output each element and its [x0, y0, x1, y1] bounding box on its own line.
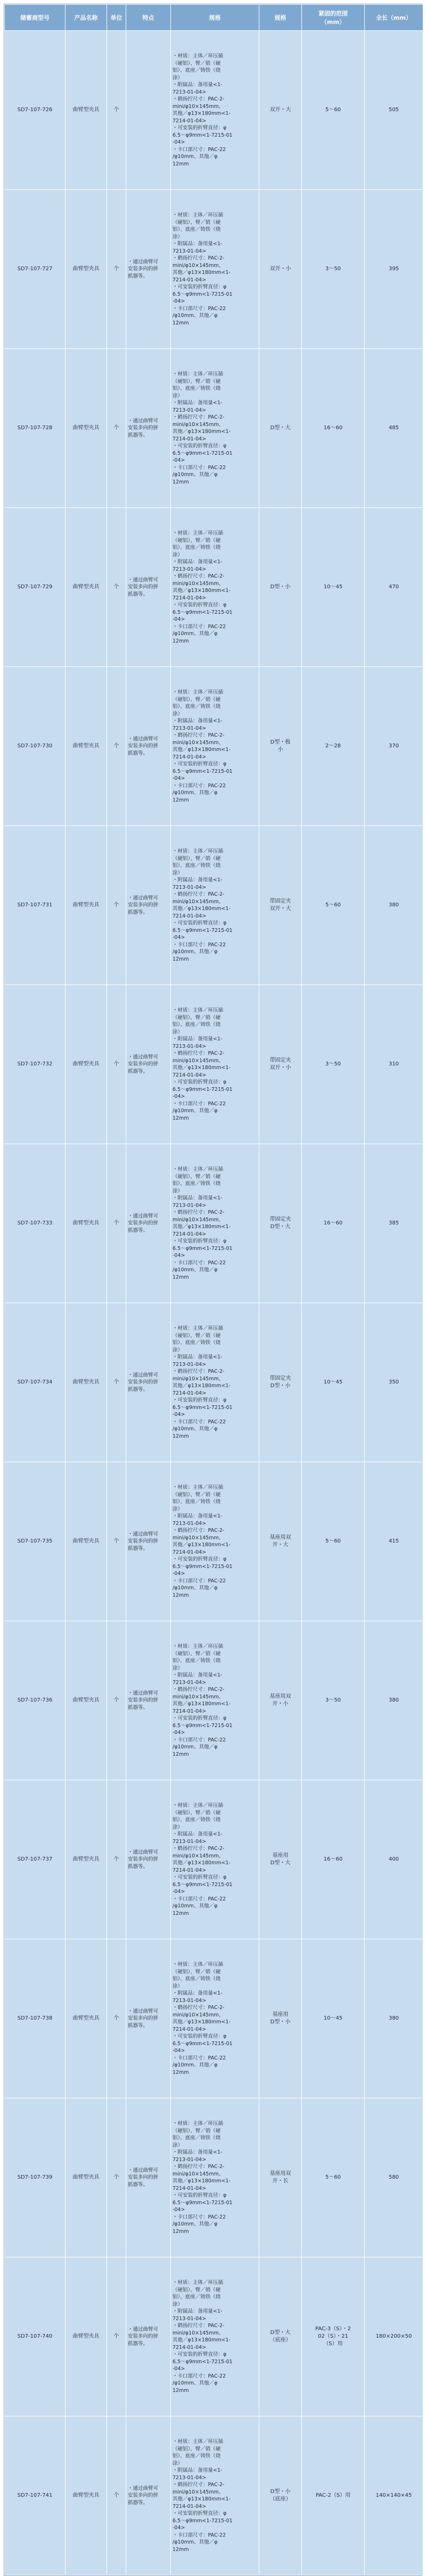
- cell-size: D型・小 （底座）: [259, 2416, 302, 2575]
- cell-size: 带固定夹 双开・大: [259, 826, 302, 985]
- cell-feature-text: ・通过曲臂可 安装多向的拼 抓器等。: [128, 1690, 159, 1711]
- cell-spec: [171, 826, 259, 985]
- cell-length: 180×200×50: [365, 2257, 423, 2416]
- cell-feature-text: ・通过曲臂可 安装多向的拼 抓器等。: [128, 2167, 159, 2188]
- cell-spec: [171, 190, 259, 349]
- cell-model: SD7-107-738: [5, 1939, 65, 2098]
- cell-feature: [126, 826, 171, 985]
- cell-feature: [126, 2416, 171, 2575]
- cell-range: 5～60: [302, 1462, 365, 1621]
- cell-feature-text: ・通过曲臂可 安装多向的拼 抓器等。: [128, 259, 159, 279]
- table-row: [5, 1780, 423, 1939]
- table-row: [5, 2257, 423, 2416]
- cell-name: 曲臂型夹具: [65, 2098, 107, 2257]
- table-row: [5, 31, 423, 190]
- table-header: [5, 5, 423, 31]
- table-row: [5, 190, 423, 349]
- cell-spec: [171, 2098, 259, 2257]
- cell-spec: [171, 667, 259, 826]
- cell-feature: [126, 1939, 171, 2098]
- cell-unit: 个: [107, 667, 126, 826]
- cell-name: 曲臂型夹具: [65, 826, 107, 985]
- cell-name: 曲臂型夹具: [65, 1144, 107, 1303]
- cell-unit: 个: [107, 2257, 126, 2416]
- cell-spec: [171, 1462, 259, 1621]
- cell-feature-text: ・通过曲臂可 安装多向的拼 抓器等。: [128, 2326, 159, 2347]
- cell-feature-text: ・通过曲臂可 安装多向的拼 抓器等。: [128, 1054, 159, 1074]
- header-range: 紧固的范围 （mm）: [302, 5, 365, 31]
- cell-spec-text: ・材质：主体／环压插 （硬铝）、臂／销（硬 铝）、底座／铸铁（烧 涂） ・附属品：备用量<1- 7213-01-04> ・鹤扬拧尺寸：PAC-2- mini/φ10×145mm、 其他／φ13×180mm<1- 7214-01-04> ・可安装的折臂直径：φ 6.5～φ9mm<1-7215-01 -04> ・卡口部尺寸：PAC-22 /φ10mm、其他／φ 12mm: [173, 2280, 233, 2394]
- cell-model: SD7-107-734: [5, 1303, 65, 1462]
- cell-feature: [126, 190, 171, 349]
- cell-size: 双开・小: [259, 190, 302, 349]
- table-row: [5, 1144, 423, 1303]
- table-row: [5, 349, 423, 508]
- cell-length: 395: [365, 190, 423, 349]
- header-row: [5, 5, 423, 31]
- cell-range: PAC-2（S）用: [302, 2416, 365, 2575]
- cell-name: 曲臂型夹具: [65, 985, 107, 1144]
- cell-name: 曲臂型夹具: [65, 349, 107, 508]
- cell-spec: [171, 1144, 259, 1303]
- cell-spec-text: ・材质：主体／环压插 （硬铝）、臂／销（硬 铝）、底座／铸铁（烧 涂） ・附属品：备用量<1- 7213-01-04> ・鹤扬拧尺寸：PAC-2- mini/φ10×145mm、 其他／φ13×180mm<1- 7214-01-04> ・可安装的折臂直径：φ 6.5～φ9mm<1-7215-01 -04> ・卡口部尺寸：PAC-22 /φ10mm、其他／φ 12mm: [173, 53, 233, 167]
- cell-feature-text: ・通过曲臂可 安装多向的拼 抓器等。: [128, 2008, 159, 2029]
- cell-size: 基座用 D型・小: [259, 1939, 302, 2098]
- cell-unit: 个: [107, 1780, 126, 1939]
- table-row: [5, 667, 423, 826]
- cell-size: 基座用双 开・长: [259, 2098, 302, 2257]
- cell-spec: [171, 1939, 259, 2098]
- cell-feature: [126, 985, 171, 1144]
- cell-size: D型・大: [259, 349, 302, 508]
- cell-size: 双开・大: [259, 31, 302, 190]
- cell-model: SD7-107-739: [5, 2098, 65, 2257]
- cell-feature: [126, 508, 171, 667]
- cell-model: SD7-107-732: [5, 985, 65, 1144]
- cell-unit: 个: [107, 1303, 126, 1462]
- cell-range: 10～45: [302, 1939, 365, 2098]
- cell-range: 2～28: [302, 667, 365, 826]
- cell-size: 基座用 D型・大: [259, 1780, 302, 1939]
- cell-feature: [126, 2098, 171, 2257]
- product-table-container: [4, 4, 422, 2576]
- cell-feature-text: ・通过曲臂可 安装多向的拼 抓器等。: [128, 1372, 159, 1393]
- cell-range: 3～50: [302, 190, 365, 349]
- cell-feature-text: ・通过曲臂可 安装多向的拼 抓器等。: [128, 1531, 159, 1552]
- header-unit: 单位: [107, 5, 126, 31]
- cell-unit: 个: [107, 826, 126, 985]
- cell-length: 350: [365, 1303, 423, 1462]
- cell-feature-text: ・通过曲臂可 安装多向的拼 抓器等。: [128, 2485, 159, 2506]
- cell-range: 3～50: [302, 1621, 365, 1780]
- cell-name: 曲臂型夹具: [65, 1780, 107, 1939]
- cell-name: 曲臂型夹具: [65, 1939, 107, 2098]
- cell-length: 470: [365, 508, 423, 667]
- cell-feature: [126, 1621, 171, 1780]
- cell-feature: [126, 1144, 171, 1303]
- cell-unit: 个: [107, 508, 126, 667]
- cell-unit: 个: [107, 31, 126, 190]
- cell-spec-text: ・材质：主体／环压插 （硬铝）、臂／销（硬 铝）、底座／铸铁（烧 涂） ・附属品：备用量<1- 7213-01-04> ・鹤扬拧尺寸：PAC-2- mini/φ10×145mm、 其他／φ13×180mm<1- 7214-01-04> ・可安装的折臂直径：φ 6.5～φ9mm<1-7215-01 -04> ・卡口部尺寸：PAC-22 /φ10mm、其他／φ 12mm: [173, 2439, 233, 2553]
- cell-feature-text: ・通过曲臂可 安装多向的拼 抓器等。: [128, 577, 159, 597]
- cell-model: SD7-107-740: [5, 2257, 65, 2416]
- cell-model: SD7-107-733: [5, 1144, 65, 1303]
- header-length: 全长（mm）: [365, 5, 423, 31]
- cell-model: SD7-107-729: [5, 508, 65, 667]
- cell-unit: 个: [107, 985, 126, 1144]
- header-feature: 特点: [126, 5, 171, 31]
- cell-spec: [171, 1621, 259, 1780]
- cell-length: 580: [365, 2098, 423, 2257]
- cell-name: 曲臂型夹具: [65, 1621, 107, 1780]
- cell-range: 3～50: [302, 985, 365, 1144]
- cell-feature: [126, 31, 171, 190]
- cell-length: 415: [365, 1462, 423, 1621]
- cell-spec-text: ・材质：主体／环压插 （硬铝）、臂／销（硬 铝）、底座／铸铁（烧 涂） ・附属品：备用量<1- 7213-01-04> ・鹤扬拧尺寸：PAC-2- mini/φ10×145mm、 其他／φ13×180mm<1- 7214-01-04> ・可安装的折臂直径：φ 6.5～φ9mm<1-7215-01 -04> ・卡口部尺寸：PAC-22 /φ10mm、其他／φ 12mm: [173, 1962, 233, 2075]
- cell-spec-text: ・材质：主体／环压插 （硬铝）、臂／销（硬 铝）、底座／铸铁（烧 涂） ・附属品：备用量<1- 7213-01-04> ・鹤扬拧尺寸：PAC-2- mini/φ10×145mm、 其他／φ13×180mm<1- 7214-01-04> ・可安装的折臂直径：φ 6.5～φ9mm<1-7215-01 -04> ・卡口部尺寸：PAC-22 /φ10mm、其他／φ 12mm: [173, 1803, 233, 1916]
- cell-unit: 个: [107, 1621, 126, 1780]
- cell-feature: [126, 1462, 171, 1621]
- cell-feature-text: ・通过曲臂可 安装多向的拼 抓器等。: [128, 418, 159, 438]
- cell-range: 10～45: [302, 1303, 365, 1462]
- cell-range: 16～60: [302, 349, 365, 508]
- cell-length: 385: [365, 1144, 423, 1303]
- cell-spec: [171, 2257, 259, 2416]
- cell-spec-text: ・材质：主体／环压插 （硬铝）、臂／销（硬 铝）、底座／铸铁（烧 涂） ・附属品：备用量<1- 7213-01-04> ・鹤扬拧尺寸：PAC-2- mini/φ10×145mm、 其他／φ13×180mm<1- 7214-01-04> ・可安装的折臂直径：φ 6.5～φ9mm<1-7215-01 -04> ・卡口部尺寸：PAC-22 /φ10mm、其他／φ 12mm: [173, 1007, 233, 1121]
- cell-model: SD7-107-728: [5, 349, 65, 508]
- cell-feature-text: ・通过曲臂可 安装多向的拼 抓器等。: [128, 895, 159, 915]
- cell-spec: [171, 349, 259, 508]
- cell-unit: 个: [107, 190, 126, 349]
- cell-range: 5～60: [302, 826, 365, 985]
- cell-unit: 个: [107, 2416, 126, 2575]
- cell-feature: [126, 1780, 171, 1939]
- cell-length: 370: [365, 667, 423, 826]
- cell-name: 曲臂型夹具: [65, 31, 107, 190]
- cell-length: 310: [365, 985, 423, 1144]
- cell-model: SD7-107-736: [5, 1621, 65, 1780]
- cell-spec: [171, 985, 259, 1144]
- table-body: [5, 31, 423, 2575]
- cell-unit: 个: [107, 2098, 126, 2257]
- table-row: [5, 2098, 423, 2257]
- cell-spec-text: ・材质：主体／环压插 （硬铝）、臂／销（硬 铝）、底座／铸铁（烧 涂） ・附属品：备用量<1- 7213-01-04> ・鹤扬拧尺寸：PAC-2- mini/φ10×145mm、 其他／φ13×180mm<1- 7214-01-04> ・可安装的折臂直径：φ 6.5～φ9mm<1-7215-01 -04> ・卡口部尺寸：PAC-22 /φ10mm、其他／φ 12mm: [173, 2121, 233, 2235]
- cell-spec-text: ・材质：主体／环压插 （硬铝）、臂／销（硬 铝）、底座／铸铁（烧 涂） ・附属品：备用量<1- 7213-01-04> ・鹤扬拧尺寸：PAC-2- mini/φ10×145mm、 其他／φ13×180mm<1- 7214-01-04> ・可安装的折臂直径：φ 6.5～φ9mm<1-7215-01 -04> ・卡口部尺寸：PAC-22 /φ10mm、其他／φ 12mm: [173, 1644, 233, 1757]
- cell-length: 380: [365, 1939, 423, 2098]
- cell-spec-text: ・材质：主体／环压插 （硬铝）、臂／销（硬 铝）、底座／铸铁（烧 涂） ・附属品：备用量<1- 7213-01-04> ・鹤扬拧尺寸：PAC-2- mini/φ10×145mm、 其他／φ13×180mm<1- 7214-01-04> ・可安装的折臂直径：φ 6.5～φ9mm<1-7215-01 -04> ・卡口部尺寸：PAC-22 /φ10mm、其他／φ 12mm: [173, 689, 233, 803]
- cell-spec-text: ・材质：主体／环压插 （硬铝）、臂／销（硬 铝）、底座／铸铁（烧 涂） ・附属品：备用量<1- 7213-01-04> ・鹤扬拧尺寸：PAC-2- mini/φ10×145mm、 其他／φ13×180mm<1- 7214-01-04> ・可安装的折臂直径：φ 6.5～φ9mm<1-7215-01 -04> ・卡口部尺寸：PAC-22 /φ10mm、其他／φ 12mm: [173, 848, 233, 962]
- table-row: [5, 985, 423, 1144]
- cell-range: 10～45: [302, 508, 365, 667]
- cell-range: PAC-3（S）・2 02（S）・21 （S）用: [302, 2257, 365, 2416]
- table-row: [5, 2416, 423, 2575]
- cell-range: 16～60: [302, 1780, 365, 1939]
- table-row: [5, 826, 423, 985]
- cell-size: 基座用双 开・小: [259, 1621, 302, 1780]
- cell-size: D型・大 （底座）: [259, 2257, 302, 2416]
- table-row: [5, 1939, 423, 2098]
- cell-unit: 个: [107, 1462, 126, 1621]
- cell-name: 曲臂型夹具: [65, 667, 107, 826]
- cell-name: 曲臂型夹具: [65, 1462, 107, 1621]
- cell-size: 带固定夹 D型・小: [259, 1303, 302, 1462]
- cell-model: SD7-107-727: [5, 190, 65, 349]
- table-row: [5, 1462, 423, 1621]
- cell-name: 曲臂型夹具: [65, 2257, 107, 2416]
- header-size: 规格: [259, 5, 302, 31]
- cell-range: 5～60: [302, 31, 365, 190]
- cell-feature: [126, 2257, 171, 2416]
- cell-model: SD7-107-731: [5, 826, 65, 985]
- cell-feature: [126, 349, 171, 508]
- cell-name: 曲臂型夹具: [65, 2416, 107, 2575]
- product-table: [4, 4, 423, 2575]
- cell-size: 基座用双 开・大: [259, 1462, 302, 1621]
- cell-length: 380: [365, 826, 423, 985]
- header-name: 产品名称: [65, 5, 107, 31]
- cell-spec-text: ・材质：主体／环压插 （硬铝）、臂／销（硬 铝）、底座／铸铁（烧 涂） ・附属品：备用量<1- 7213-01-04> ・鹤扬拧尺寸：PAC-2- mini/φ10×145mm、 其他／φ13×180mm<1- 7214-01-04> ・可安装的折臂直径：φ 6.5～φ9mm<1-7215-01 -04> ・卡口部尺寸：PAC-22 /φ10mm、其他／φ 12mm: [173, 1166, 233, 1280]
- cell-spec-text: ・材质：主体／环压插 （硬铝）、臂／销（硬 铝）、底座／铸铁（烧 涂） ・附属品：备用量<1- 7213-01-04> ・鹤扬拧尺寸：PAC-2- mini/φ10×145mm、 其他／φ13×180mm<1- 7214-01-04> ・可安装的折臂直径：φ 6.5～φ9mm<1-7215-01 -04> ・卡口部尺寸：PAC-22 /φ10mm、其他／φ 12mm: [173, 1485, 233, 1598]
- header-spec: 规格: [171, 5, 259, 31]
- cell-spec-text: ・材质：主体／环压插 （硬铝）、臂／销（硬 铝）、底座／铸铁（烧 涂） ・附属品：备用量<1- 7213-01-04> ・鹤扬拧尺寸：PAC-2- mini/φ10×145mm、 其他／φ13×180mm<1- 7214-01-04> ・可安装的折臂直径：φ 6.5～φ9mm<1-7215-01 -04> ・卡口部尺寸：PAC-22 /φ10mm、其他／φ 12mm: [173, 371, 233, 485]
- cell-spec: [171, 2416, 259, 2575]
- cell-feature: [126, 1303, 171, 1462]
- cell-length: 140×140×45: [365, 2416, 423, 2575]
- cell-feature-text: ・通过曲臂可 安装多向的拼 抓器等。: [128, 736, 159, 756]
- cell-model: SD7-107-730: [5, 667, 65, 826]
- cell-spec-text: ・材质：主体／环压插 （硬铝）、臂／销（硬 铝）、底座／铸铁（烧 涂） ・附属品：备用量<1- 7213-01-04> ・鹤扬拧尺寸：PAC-2- mini/φ10×145mm、 其他／φ13×180mm<1- 7214-01-04> ・可安装的折臂直径：φ 6.5～φ9mm<1-7215-01 -04> ・卡口部尺寸：PAC-22 /φ10mm、其他／φ 12mm: [173, 1325, 233, 1439]
- table-row: [5, 508, 423, 667]
- cell-length: 485: [365, 349, 423, 508]
- cell-unit: 个: [107, 349, 126, 508]
- cell-spec: [171, 1780, 259, 1939]
- cell-unit: 个: [107, 1144, 126, 1303]
- cell-spec: [171, 31, 259, 190]
- cell-name: 曲臂型夹具: [65, 190, 107, 349]
- cell-unit: 个: [107, 1939, 126, 2098]
- cell-spec: [171, 1303, 259, 1462]
- cell-size: 带固定夹 D型・大: [259, 1144, 302, 1303]
- cell-model: SD7-107-735: [5, 1462, 65, 1621]
- cell-length: 380: [365, 1621, 423, 1780]
- cell-model: SD7-107-726: [5, 31, 65, 190]
- cell-size: D型・极 小: [259, 667, 302, 826]
- cell-length: 400: [365, 1780, 423, 1939]
- cell-feature: [126, 667, 171, 826]
- cell-name: 曲臂型夹具: [65, 508, 107, 667]
- cell-size: 带固定夹 双开・小: [259, 985, 302, 1144]
- cell-size: D型・小: [259, 508, 302, 667]
- cell-name: 曲臂型夹具: [65, 1303, 107, 1462]
- cell-model: SD7-107-737: [5, 1780, 65, 1939]
- cell-range: 5～60: [302, 2098, 365, 2257]
- cell-length: 505: [365, 31, 423, 190]
- cell-spec-text: ・材质：主体／环压插 （硬铝）、臂／销（硬 铝）、底座／铸铁（烧 涂） ・附属品：备用量<1- 7213-01-04> ・鹤扬拧尺寸：PAC-2- mini/φ10×145mm、 其他／φ13×180mm<1- 7214-01-04> ・可安装的折臂直径：φ 6.5～φ9mm<1-7215-01 -04> ・卡口部尺寸：PAC-22 /φ10mm、其他／φ 12mm: [173, 530, 233, 644]
- table-row: [5, 1303, 423, 1462]
- cell-feature-text: ・通过曲臂可 安装多向的拼 抓器等。: [128, 1213, 159, 1233]
- cell-feature-text: ・通过曲臂可 安装多向的拼 抓器等。: [128, 1849, 159, 1870]
- cell-spec-text: ・材质：主体／环压插 （硬铝）、臂／销（硬 铝）、底座／铸铁（烧 涂） ・附属品：备用量<1- 7213-01-04> ・鹤扬拧尺寸：PAC-2- mini/φ10×145mm、 其他／φ13×180mm<1- 7214-01-04> ・可安装的折臂直径：φ 6.5～φ9mm<1-7215-01 -04> ・卡口部尺寸：PAC-22 /φ10mm、其他／φ 12mm: [173, 212, 233, 326]
- cell-spec: [171, 508, 259, 667]
- cell-model: SD7-107-741: [5, 2416, 65, 2575]
- cell-range: 16～60: [302, 1144, 365, 1303]
- header-model: 储蓄商型号: [5, 5, 65, 31]
- table-row: [5, 1621, 423, 1780]
